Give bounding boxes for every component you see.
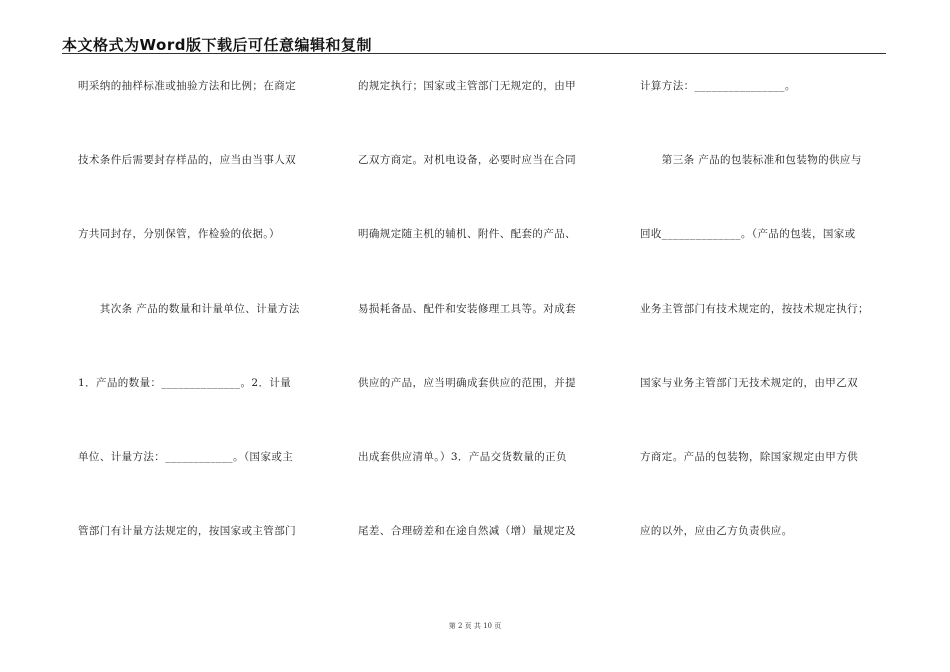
header-divider xyxy=(62,53,886,54)
text-column-2 xyxy=(358,70,608,589)
document-header-title: 本文格式为Word版下载后可任意编辑和复制 xyxy=(62,36,372,54)
text-line: 国家与业务主管部门无技术规定的，由甲乙双 xyxy=(640,376,858,389)
text-line: 1．产品的数量：______________。2．计量 xyxy=(78,376,292,389)
text-line: 供应的产品，应当明确成套供应的范围，并提 xyxy=(358,376,576,389)
text-line: 尾差、合理磅差和在途自然减（增）量规定及 xyxy=(358,525,576,538)
text-line: 业务主管部门有技术规定的，按技术规定执行； xyxy=(640,302,869,315)
text-line: 明确规定随主机的辅机、附件、配套的产品、 xyxy=(358,228,576,241)
text-line: 出成套供应清单。）3．产品交货数量的正负 xyxy=(358,450,567,463)
text-line: 单位、计量方法：____________。（国家或主 xyxy=(78,450,294,463)
text-column-1 xyxy=(78,70,323,589)
text-line: 应的以外，应由乙方负责供应。 xyxy=(640,525,793,538)
text-line: 乙双方商定。对机电设备，必要时应当在合同 xyxy=(358,154,576,167)
text-line: 明采纳的抽样标准或抽验方法和比例；在商定 xyxy=(78,80,296,92)
text-line: 易损耗备品、配件和安装修理工具等。对成套 xyxy=(358,302,576,315)
text-line: 技术条件后需要封存样品的，应当由当事人双 xyxy=(78,154,296,167)
text-column-3 xyxy=(640,70,888,589)
text-line: 第三条 产品的包装标准和包装物的供应与 xyxy=(640,154,862,167)
page-number-footer: 第 2 页 共 10 页 xyxy=(448,622,502,630)
text-line: 方共同封存，分别保管，作检验的依据。） xyxy=(78,228,280,241)
text-line: 回收______________。（产品的包装，国家或 xyxy=(640,228,856,241)
text-line: 管部门有计量方法规定的，按国家或主管部门 xyxy=(78,525,296,538)
text-line: 计算方法：________________。 xyxy=(640,80,796,92)
text-line: 的规定执行；国家或主管部门无规定的，由甲 xyxy=(358,80,576,92)
text-line: 其次条 产品的数量和计量单位、计量方法 xyxy=(78,302,300,315)
text-line: 方商定。产品的包装物，除国家规定由甲方供 xyxy=(640,450,858,463)
